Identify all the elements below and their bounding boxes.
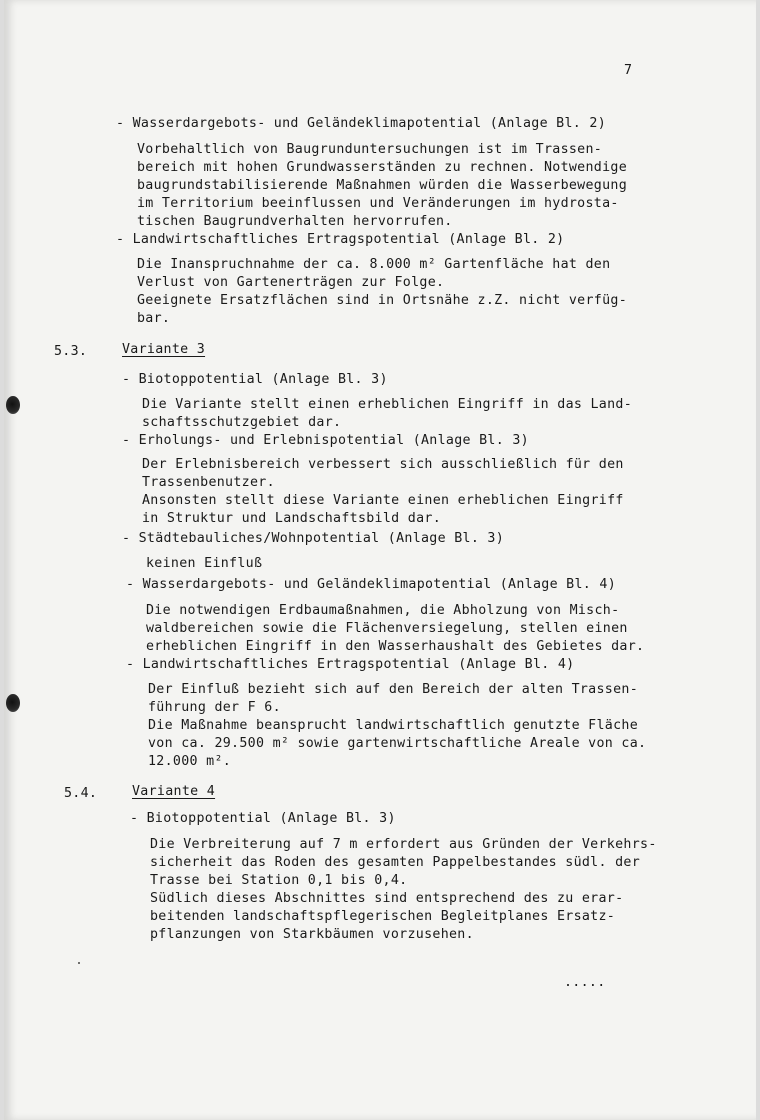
page-number: 7 xyxy=(624,63,633,78)
paragraph-line: Trassenbenutzer. xyxy=(142,475,275,490)
paragraph-line: baugrundstabilisierende Maßnahmen würden die Wasserbewegung xyxy=(137,178,628,193)
paragraph-line: Die notwendigen Erdbaumaßnahmen, die Abholzung von Misch- xyxy=(146,603,620,618)
paragraph-line: Verlust von Gartenerträgen zur Folge. xyxy=(137,275,445,290)
paragraph-line: Die Variante stellt einen erheblichen Eingriff in das Land- xyxy=(142,397,633,412)
biotop-heading-2: - Biotoppotential (Anlage Bl. 3) xyxy=(130,811,396,826)
biotop-heading-1: - Biotoppotential (Anlage Bl. 3) xyxy=(122,372,388,387)
paragraph-line: sicherheit das Roden des gesamten Pappelbestandes südl. der xyxy=(150,855,641,870)
paragraph-line: tischen Baugrundverhalten hervorrufen. xyxy=(137,214,453,229)
staedtebau-heading: - Städtebauliches/Wohnpotential (Anlage Bl. 3) xyxy=(122,531,505,546)
punch-hole-upper xyxy=(6,396,20,414)
paragraph-line: beitenden landschaftspflegerischen Begleitplanes Ersatz- xyxy=(150,909,616,924)
erholung-heading: - Erholungs- und Erlebnispotential (Anlage Bl. 3) xyxy=(122,433,529,448)
landwirtschaft-heading-1: - Landwirtschaftliches Ertragspotential (Anlage Bl. 2) xyxy=(116,232,565,247)
paragraph-line: keinen Einfluß xyxy=(146,556,263,571)
paragraph-line: Der Erlebnisbereich verbessert sich ausschließlich für den xyxy=(142,457,624,472)
paragraph-line: Der Einfluß bezieht sich auf den Bereich der alten Trassen- xyxy=(148,682,639,697)
paragraph-line: Trasse bei Station 0,1 bis 0,4. xyxy=(150,873,408,888)
wasser-heading-2: - Wasserdargebots- und Geländeklimapotential (Anlage Bl. 4) xyxy=(126,577,617,592)
section-title-variante-4: Variante 4 xyxy=(132,784,216,799)
paragraph-line: bar. xyxy=(137,311,171,326)
paragraph-line: Die Verbreiterung auf 7 m erfordert aus Gründen der Verkehrs- xyxy=(150,837,657,852)
paragraph-line: 12.000 m². xyxy=(148,754,232,769)
paragraph-line: bereich mit hohen Grundwasserständen zu rechnen. Notwendige xyxy=(137,160,628,175)
paragraph-line: Die Maßnahme beansprucht landwirtschaftlich genutzte Fläche xyxy=(148,718,639,733)
paragraph-line: Die Inanspruchnahme der ca. 8.000 m² Gartenfläche hat den xyxy=(137,257,611,272)
section-title-variante-3: Variante 3 xyxy=(122,342,206,357)
paragraph-line: Ansonsten stellt diese Variante einen erheblichen Eingriff xyxy=(142,493,624,508)
section-number-5-3: 5.3. xyxy=(54,344,88,359)
paragraph-line: schaftsschutzgebiet dar. xyxy=(142,415,342,430)
paragraph-line: Geeignete Ersatzflächen sind in Ortsnähe z.Z. nicht verfüg- xyxy=(137,293,628,308)
paragraph-line: waldbereichen sowie die Flächenversiegelung, stellen einen xyxy=(146,621,628,636)
paragraph-line: in Struktur und Landschaftsbild dar. xyxy=(142,511,441,526)
paragraph-line: von ca. 29.500 m² sowie gartenwirtschaftliche Areale von ca. xyxy=(148,736,647,751)
paper-speck xyxy=(78,962,80,964)
section-number-5-4: 5.4. xyxy=(64,786,98,801)
landwirtschaft-heading-2: - Landwirtschaftliches Ertragspotential (Anlage Bl. 4) xyxy=(126,657,575,672)
punch-hole-lower xyxy=(6,694,20,712)
paragraph-line: Vorbehaltlich von Baugrunduntersuchungen ist im Trassen- xyxy=(137,142,603,157)
paragraph-line: pflanzungen von Starkbäumen vorzusehen. xyxy=(150,927,474,942)
paragraph-line: erheblichen Eingriff in den Wasserhaushalt des Gebietes dar. xyxy=(146,639,645,654)
wasser-heading-1: - Wasserdargebots- und Geländeklimapotential (Anlage Bl. 2) xyxy=(116,116,607,131)
paragraph-line: im Territorium beeinflussen und Veränderungen im hydrosta- xyxy=(137,196,619,211)
continuation-dots: ..... xyxy=(564,975,606,990)
document-page xyxy=(4,0,756,1120)
paragraph-line: führung der F 6. xyxy=(148,700,281,715)
paragraph-line: Südlich dieses Abschnittes sind entsprechend des zu erar- xyxy=(150,891,624,906)
